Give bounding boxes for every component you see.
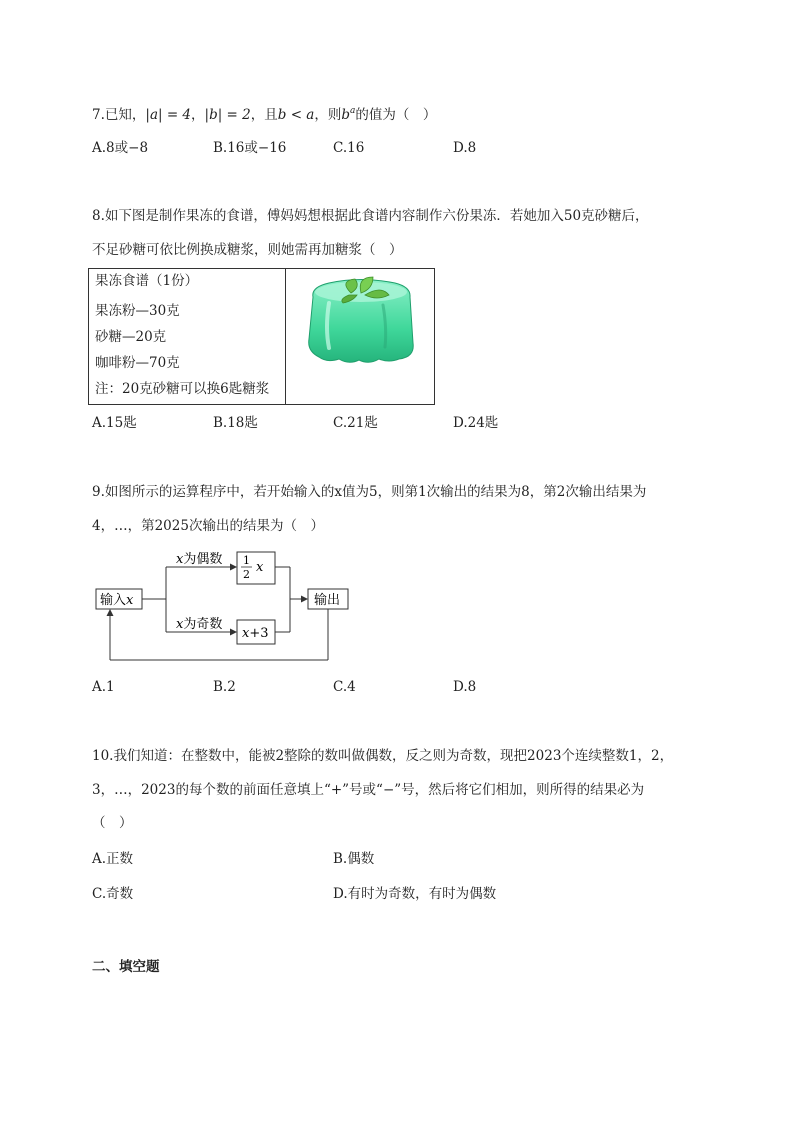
q7-option-a[interactable]: A.8或−8 <box>92 140 149 156</box>
recipe-item: 果冻粉—30克 <box>95 303 180 319</box>
flow-even-label: x为偶数 <box>176 552 223 567</box>
q7-power-exp: a <box>350 106 356 116</box>
q7-option-d[interactable]: D.8 <box>453 140 477 156</box>
q8-stem-line1: 8.如下图是制作果冻的食谱，傅妈妈想根据此食谱内容制作六份果冻．若她加入50克砂糖后， <box>92 208 649 224</box>
q10-option-a[interactable]: A.正数 <box>92 851 134 867</box>
q9-stem-line2: 4，…，第2025次输出的结果为（ ） <box>92 518 324 534</box>
q7-option-b[interactable]: B.16或−16 <box>213 140 287 156</box>
recipe-item: 砂糖—20克 <box>95 329 167 345</box>
q8-stem-line2: 不足砂糖可依比例换成糖浆，则她需再加糖浆（ ） <box>92 242 403 258</box>
flow-output-text: 输出 <box>314 593 341 608</box>
q7-condition: b < a <box>277 107 315 123</box>
q10-stem-line1: 10.我们知道：在整数中，能被2整除的数叫做偶数，反之则为奇数，现把2023个连续整数1，2， <box>92 748 674 764</box>
q10-option-c[interactable]: C.奇数 <box>92 886 134 902</box>
recipe-divider <box>285 269 286 404</box>
recipe-note: 注：20克砂糖可以换6匙糖浆 <box>95 381 270 397</box>
flowchart <box>90 548 360 664</box>
svg-text:2: 2 <box>243 568 250 581</box>
recipe-table <box>88 268 435 405</box>
q8-option-c[interactable]: C.21匙 <box>333 415 378 431</box>
q9-option-b[interactable]: B.2 <box>213 679 236 695</box>
q9-stem-line1: 9.如图所示的运算程序中，若开始输入的x值为5，则第1次输出的结果为8，第2次输出结果为 <box>92 484 647 500</box>
q7-power-base: b <box>341 107 351 123</box>
q9-option-a[interactable]: A.1 <box>92 679 115 695</box>
svg-text:x: x <box>256 560 264 575</box>
q9-option-d[interactable]: D.8 <box>453 679 477 695</box>
q7-abs-b: |b| = 2 <box>204 107 251 123</box>
section-title: 二、填空题 <box>92 959 160 975</box>
q8-option-a[interactable]: A.15匙 <box>92 415 137 431</box>
q10-option-d[interactable]: D.有时为奇数，有时为偶数 <box>333 886 497 902</box>
q7-stem: 7.已知，|a| = 4，|b| = 2，且b < a，则$b^a$的值为（ ） <box>92 106 437 123</box>
q7-number: 7. <box>92 107 105 123</box>
q10-option-b[interactable]: B.偶数 <box>333 851 375 867</box>
q9-option-c[interactable]: C.4 <box>333 679 356 695</box>
q10-stem-line2: 3，…，2023的每个数的前面任意填上“+”号或“−”号，然后将它们相加，则所得的结果必为 <box>92 782 645 798</box>
recipe-title: 果冻食谱（1份） <box>95 273 199 289</box>
flow-plus-text: x+3 <box>242 626 269 641</box>
q8-option-b[interactable]: B.18匙 <box>213 415 258 431</box>
svg-text:1: 1 <box>243 554 250 567</box>
jelly-illustration <box>299 273 424 368</box>
q8-option-d[interactable]: D.24匙 <box>453 415 499 431</box>
flow-input-text: 输入x <box>100 593 134 608</box>
recipe-item: 咖啡粉—70克 <box>95 355 180 371</box>
q7-abs-a: |a| = 4 <box>145 107 192 123</box>
flow-odd-label: x为奇数 <box>176 617 223 632</box>
q10-stem-line3: （ ） <box>92 815 133 831</box>
q7-option-c[interactable]: C.16 <box>333 140 365 156</box>
